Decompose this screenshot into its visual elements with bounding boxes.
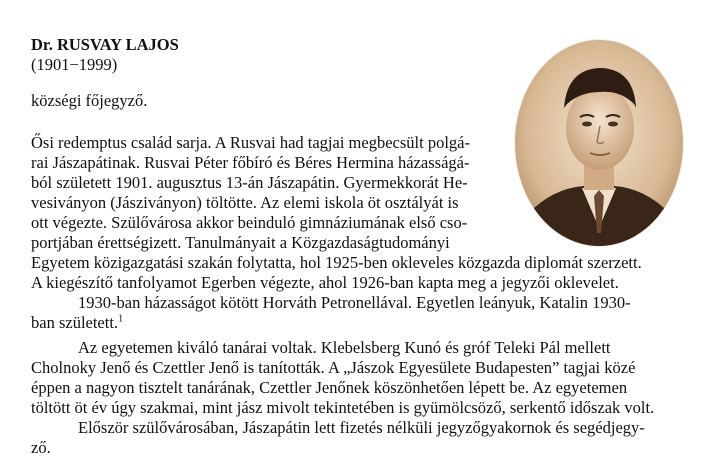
text-line: éppen a nagyon tisztelt tanárának, Czettler Jenőnek köszönhetően lépett be. Az egyetemen <box>31 378 628 397</box>
job-title: községi főjegyző. <box>31 91 148 110</box>
person-name: Dr. RUSVAY LAJOS <box>31 35 179 54</box>
text-line: ból született 1901. augusztus 13-án Jászapátin. Gyermekkorát He- <box>31 173 468 192</box>
text-span: ban született. <box>31 313 119 332</box>
text-line: töltött öt év úgy szakmai, mint jász mivolt tekintetében is gyümölcsöző, serkentő időszak volt. <box>31 398 655 417</box>
text-line: A kiegészítő tanfolyamot Egerben végezte, ahol 1926-ban kapta meg a jegyzői oklevelet. <box>31 273 619 292</box>
text-line: 1930-ban házasságot kötött Horváth Petronellával. Egyetlen leányuk, Katalin 1930- <box>78 293 631 312</box>
text-line: portjában érettségizett. Tanulmányait a Közgazdaságtudományi <box>31 233 450 252</box>
text-line: ott végezte. Szülővárosa akkor beinduló gimnáziumának első cso- <box>31 213 468 232</box>
portrait-photo <box>512 38 686 248</box>
text-line: Cholnoky Jenő és Czettler Jenő is tanították. A „Jászok Egyesülete Budapesten” tagjai közé <box>31 358 636 377</box>
text-line: Egyetem közigazgatási szakán folytatta, hol 1925-ben okleveles közgazda diplomát szerzett. <box>31 253 642 272</box>
text-line: Ősi redemptus család sarja. A Rusvai had tagjai megbecsült polgá- <box>31 133 470 152</box>
footnote-marker[interactable]: 1 <box>118 313 124 325</box>
text-line: vesiványon (Jásziványon) töltötte. Az elemi iskola öt osztályát is <box>31 193 459 212</box>
text-line: ző. <box>31 438 51 457</box>
text-line: Először szülővárosában, Jászapátin lett fizetés nélküli jegyzőgyakornok és segédjegy- <box>78 418 645 437</box>
text-line <box>31 314 123 332</box>
text-line: Az egyetemen kiváló tanárai voltak. Klebelsberg Kunó és gróf Teleki Pál mellett <box>78 338 611 357</box>
life-years: (1901−1999) <box>31 55 118 74</box>
text-line: rai Jászapátinak. Rusvai Péter főbíró és Béres Hermina házasságá- <box>31 153 470 172</box>
